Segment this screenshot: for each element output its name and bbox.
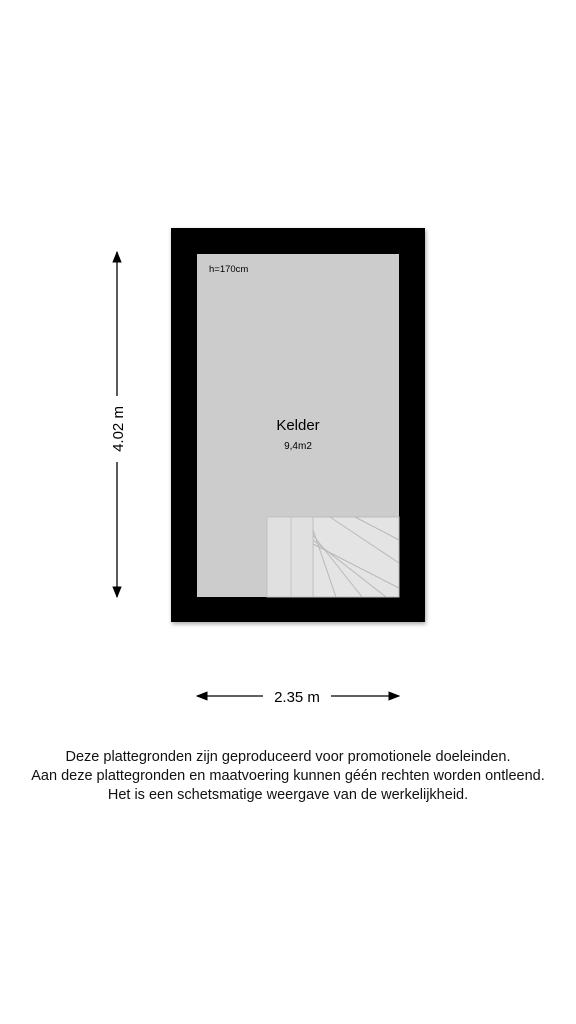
- horizontal-dimension: [197, 689, 399, 706]
- room-name: Kelder: [276, 417, 320, 434]
- height-note: h=170cm: [209, 264, 249, 275]
- disclaimer-line: Aan deze plattegronden en maatvoering kunnen géén rechten worden ontleend.: [31, 768, 545, 784]
- horizontal-dimension-label: 2.35 m: [274, 689, 320, 706]
- vertical-dimension: [110, 252, 127, 597]
- disclaimer: [0, 748, 576, 805]
- disclaimer-line: Het is een schetsmatige weergave van de werkelijkheid.: [107, 787, 469, 803]
- room-area: 9,4m2: [284, 441, 312, 452]
- disclaimer-line: Deze plattegronden zijn geproduceerd voor promotionele doeleinden.: [65, 749, 511, 765]
- staircase: [267, 517, 399, 597]
- vertical-dimension-label: 4.02 m: [110, 406, 127, 452]
